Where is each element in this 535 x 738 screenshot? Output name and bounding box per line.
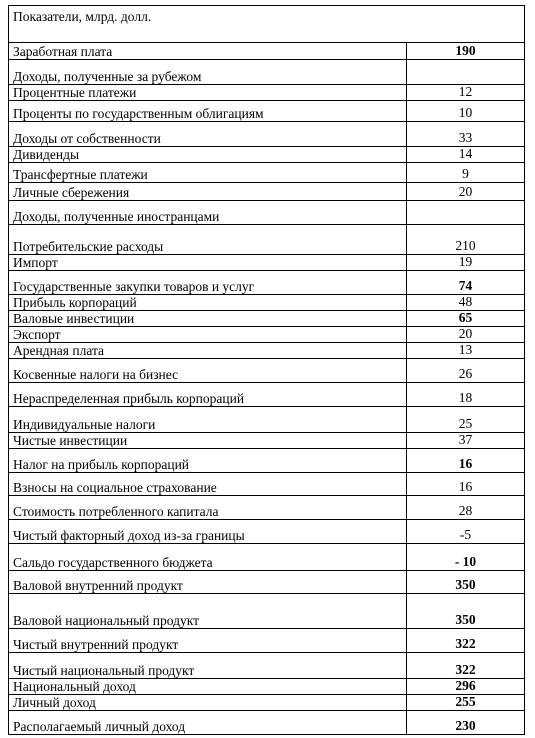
indicator-value: 33	[407, 122, 525, 147]
table-row	[9, 201, 525, 225]
indicator-value	[407, 60, 525, 85]
indicator-label: Дивиденды	[9, 147, 407, 163]
indicator-label: Доходы от собственности	[9, 122, 407, 147]
indicator-label: Располагаемый личный доход	[9, 711, 407, 735]
indicator-value: 14	[407, 147, 525, 163]
table-row	[9, 311, 525, 327]
indicator-label: Проценты по государственным облигациям	[9, 101, 407, 122]
table-header-cell: Показатели, млрд. долл.	[9, 6, 525, 43]
indicator-label: Импорт	[9, 255, 407, 271]
indicator-value: 20	[407, 183, 525, 201]
indicator-label: Чистый факторный доход из-за границы	[9, 520, 407, 544]
table-row	[9, 43, 525, 60]
indicator-value: 26	[407, 359, 525, 383]
indicator-label: Валовые инвестиции	[9, 311, 407, 327]
indicator-value: 13	[407, 343, 525, 359]
table-row	[9, 343, 525, 359]
table-row	[9, 711, 525, 735]
table-row	[9, 433, 525, 449]
indicator-value	[407, 201, 525, 225]
indicator-value: 74	[407, 271, 525, 295]
table-header-row	[9, 6, 525, 43]
indicator-label: Валовой внутренний продукт	[9, 571, 407, 594]
indicator-label: Доходы, полученные иностранцами	[9, 201, 407, 225]
indicator-label: Сальдо государственного бюджета	[9, 544, 407, 571]
indicator-value: 190	[407, 43, 525, 60]
indicator-value: 350	[407, 571, 525, 594]
indicator-label: Заработная плата	[9, 43, 407, 60]
indicator-value: 16	[407, 449, 525, 473]
indicator-label: Косвенные налоги на бизнес	[9, 359, 407, 383]
indicator-label: Государственные закупки товаров и услуг	[9, 271, 407, 295]
table-row	[9, 594, 525, 629]
indicator-value: 19	[407, 255, 525, 271]
indicator-label: Чистый внутренний продукт	[9, 629, 407, 653]
indicator-label: Национальный доход	[9, 679, 407, 695]
indicator-value: 65	[407, 311, 525, 327]
table-row	[9, 183, 525, 201]
table-row	[9, 571, 525, 594]
indicators-table-body	[9, 6, 525, 735]
indicator-value: 28	[407, 496, 525, 520]
indicator-value: 12	[407, 85, 525, 101]
table-row	[9, 520, 525, 544]
indicator-value: 322	[407, 629, 525, 653]
table-row	[9, 327, 525, 343]
indicator-value: 350	[407, 594, 525, 629]
table-row	[9, 60, 525, 85]
table-row	[9, 679, 525, 695]
indicator-label: Взносы на социальное страхование	[9, 473, 407, 496]
table-row	[9, 629, 525, 653]
indicator-value: 210	[407, 225, 525, 255]
table-row	[9, 653, 525, 679]
indicator-value: 48	[407, 295, 525, 311]
table-row	[9, 695, 525, 711]
indicator-value: 20	[407, 327, 525, 343]
table-row	[9, 383, 525, 407]
table-row	[9, 101, 525, 122]
indicator-value: 10	[407, 101, 525, 122]
indicator-label: Доходы, полученные за рубежом	[9, 60, 407, 85]
table-row	[9, 449, 525, 473]
indicator-value: - 10	[407, 544, 525, 571]
table-row	[9, 359, 525, 383]
table-row	[9, 295, 525, 311]
indicator-label: Нераспределенная прибыль корпораций	[9, 383, 407, 407]
table-row	[9, 544, 525, 571]
indicator-label: Чистые инвестиции	[9, 433, 407, 449]
indicator-label: Налог на прибыль корпораций	[9, 449, 407, 473]
indicator-label: Арендная плата	[9, 343, 407, 359]
table-row	[9, 225, 525, 255]
indicator-value: 37	[407, 433, 525, 449]
indicator-value: 230	[407, 711, 525, 735]
table-row	[9, 85, 525, 101]
indicator-value: 255	[407, 695, 525, 711]
table-row	[9, 407, 525, 433]
indicator-value: 25	[407, 407, 525, 433]
indicator-label: Чистый национальный продукт	[9, 653, 407, 679]
table-row	[9, 147, 525, 163]
table-row	[9, 163, 525, 183]
indicator-label: Трансфертные платежи	[9, 163, 407, 183]
indicator-value: 16	[407, 473, 525, 496]
indicator-label: Процентные платежи	[9, 85, 407, 101]
indicator-label: Валовой национальный продукт	[9, 594, 407, 629]
table-row	[9, 122, 525, 147]
indicator-value: 9	[407, 163, 525, 183]
indicator-label: Стоимость потребленного капитала	[9, 496, 407, 520]
table-row	[9, 473, 525, 496]
indicator-value: 296	[407, 679, 525, 695]
indicator-label: Прибыль корпораций	[9, 295, 407, 311]
indicators-table	[8, 5, 525, 735]
indicator-label: Индивидуальные налоги	[9, 407, 407, 433]
indicator-label: Потребительские расходы	[9, 225, 407, 255]
indicator-label: Экспорт	[9, 327, 407, 343]
indicator-value: -5	[407, 520, 525, 544]
table-row	[9, 255, 525, 271]
indicator-label: Личный доход	[9, 695, 407, 711]
indicator-value: 18	[407, 383, 525, 407]
indicator-label: Личные сбережения	[9, 183, 407, 201]
indicator-value: 322	[407, 653, 525, 679]
table-row	[9, 496, 525, 520]
table-row	[9, 271, 525, 295]
